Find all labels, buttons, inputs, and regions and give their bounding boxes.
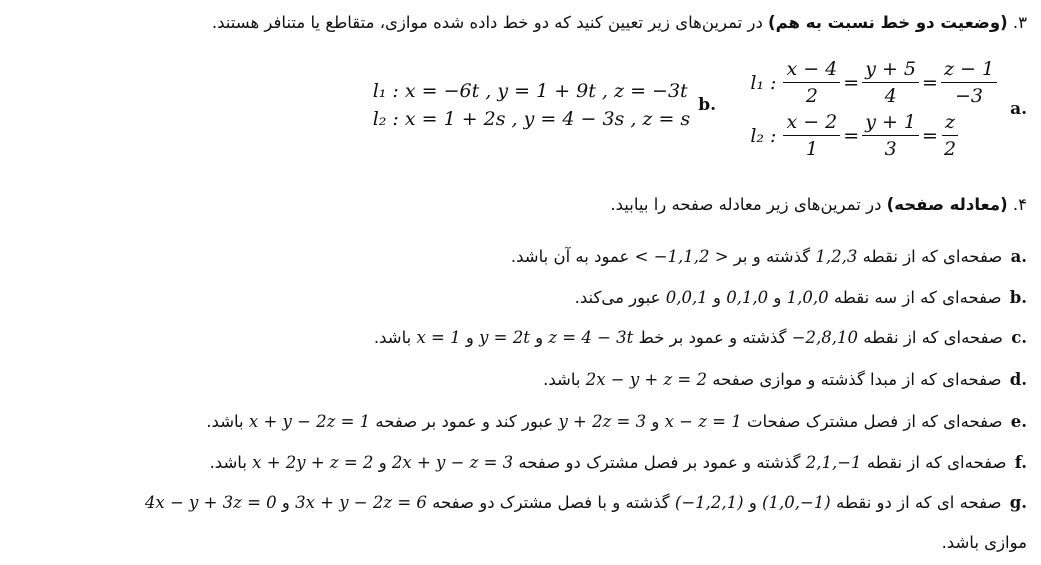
- item-text: عمود به آن باشد.: [510, 247, 630, 266]
- equals-sign: =: [843, 124, 860, 147]
- math-expression: y + 2z = 3: [558, 412, 647, 431]
- problem-3b-label: b.: [698, 95, 716, 115]
- fraction-denominator: 1: [805, 138, 818, 160]
- item-text: صفحه‌ای که از سه نقطه: [833, 288, 1002, 307]
- math-expression: 0,1,0: [726, 288, 769, 307]
- problem-3b-line2: l₂ : x = 1 + 2s , y = 4 − 3s , z = s: [372, 108, 691, 130]
- equals-sign: =: [922, 71, 938, 94]
- fraction-denominator: 3: [884, 138, 897, 160]
- item-text: صفحه‌ای که از نقطه: [863, 328, 1003, 347]
- math-expression: 1,0,0: [786, 288, 829, 307]
- fraction-numerator: y + 1: [862, 111, 919, 136]
- problem-4d: [543, 368, 1027, 392]
- fraction-numerator: x − 2: [783, 111, 840, 136]
- item-text: باشد.: [209, 453, 247, 472]
- item-text: گذشته و عمود بر فصل مشترک دو صفحه: [518, 453, 801, 472]
- problem-4-title: (معادله صفحه): [886, 195, 1008, 214]
- fraction-denominator: 2: [943, 138, 957, 160]
- fraction-denominator: 2: [805, 85, 818, 107]
- item-label: c.: [1011, 328, 1027, 347]
- problem-3-text: در تمرین‌های زیر تعیین کنید که دو خط داده شده موازی، متقاطع یا متنافر هستند.: [211, 13, 763, 32]
- item-text: صفحه‌ای که از مبدا گذشته و موازی صفحه: [712, 370, 1002, 389]
- item-label: d.: [1009, 370, 1027, 389]
- problem-3-heading: [212, 11, 1027, 35]
- math-expression: z = 4 − 3t: [548, 328, 634, 347]
- problem-4-heading: [610, 193, 1027, 217]
- item-label: a.: [1010, 247, 1027, 266]
- item-label: b.: [1009, 288, 1027, 307]
- problem-4g-continuation: [942, 531, 1027, 555]
- math-expression: x = 1: [416, 328, 461, 347]
- problem-3a-line2: [750, 111, 1000, 160]
- fraction-denominator: 4: [884, 85, 897, 107]
- equals-sign: =: [922, 124, 938, 147]
- problem-4b: [575, 286, 1027, 310]
- math-expression: x + 2y + z = 2: [252, 453, 374, 472]
- problem-3-title: (وضعیت دو خط نسبت به هم): [768, 13, 1008, 32]
- math-expression: 2,1,−1: [805, 453, 862, 472]
- problem-4f: [210, 451, 1027, 475]
- item-text: و: [773, 288, 782, 307]
- item-text: گذشته و عمود بر خط: [638, 328, 787, 347]
- math-expression: 4x − y + 3z = 0: [144, 493, 277, 512]
- item-text: و: [281, 493, 290, 512]
- math-expression: 0,0,1: [665, 288, 708, 307]
- item-text: صفحه‌ای که از فصل مشترک صفحات: [746, 412, 1003, 431]
- math-expression: −2,8,10: [791, 328, 859, 347]
- line-name: l₁ :: [750, 71, 777, 94]
- item-text: و: [712, 288, 721, 307]
- problem-3a-label: a.: [1010, 99, 1027, 119]
- math-expression: 3x + y − 2z = 6: [295, 493, 427, 512]
- math-expression: 2x + y − z = 3: [391, 453, 514, 472]
- math-expression: 1,2,3: [815, 247, 858, 266]
- problem-3a: [750, 58, 1027, 160]
- fraction-numerator: z: [942, 111, 958, 136]
- item-label: e.: [1010, 412, 1027, 431]
- item-text: و: [378, 453, 387, 472]
- item-text: و: [465, 328, 474, 347]
- problem-4e: [206, 410, 1027, 434]
- math-expression: y = 2t: [479, 328, 530, 347]
- item-text: گذشته و با فصل مشترک دو صفحه: [432, 493, 670, 512]
- math-expression: 2x − y + z = 2: [585, 370, 707, 389]
- fraction-numerator: x − 4: [783, 58, 840, 83]
- item-text: عبور می‌کند.: [574, 288, 661, 307]
- item-text: صفحه ای که از دو نقطه: [835, 493, 1002, 512]
- item-text: موازی باشد.: [941, 533, 1027, 552]
- fraction-denominator: −3: [955, 85, 984, 107]
- math-expression: (−1,2,1): [674, 493, 744, 512]
- item-text: باشد.: [543, 370, 581, 389]
- problem-4-number: ۴.: [1012, 195, 1027, 214]
- problem-3b: [373, 80, 716, 130]
- problem-3a-line1: [750, 58, 1000, 107]
- item-label: f.: [1014, 453, 1027, 472]
- item-label: g.: [1009, 493, 1027, 512]
- item-text: و: [748, 493, 757, 512]
- math-expression: (1,0,−1): [762, 493, 831, 512]
- item-text: باشد.: [206, 412, 244, 431]
- math-expression: x − z = 1: [664, 412, 742, 431]
- item-text: و: [535, 328, 544, 347]
- fraction-numerator: z − 1: [941, 58, 997, 83]
- item-text: عبور کند و عمود بر صفحه: [375, 412, 554, 431]
- problem-4a: [511, 245, 1027, 269]
- math-expression: < −1,1,2 >: [634, 247, 729, 266]
- line-name: l₂ :: [750, 124, 777, 147]
- item-text: گذشته و بر: [733, 247, 811, 266]
- equals-sign: =: [843, 71, 860, 94]
- problem-4-text: در تمرین‌های زیر معادله صفحه را بیابید.: [610, 195, 882, 214]
- problem-3-number: ۳.: [1012, 13, 1027, 32]
- item-text: صفحه‌ای که از نقطه: [866, 453, 1007, 472]
- item-text: و: [651, 412, 660, 431]
- fraction-numerator: y + 5: [862, 58, 919, 83]
- problem-4c: [374, 326, 1027, 350]
- problem-4g: [145, 491, 1027, 515]
- item-text: باشد.: [373, 328, 412, 347]
- item-text: صفحه‌ای که از نقطه: [862, 247, 1003, 266]
- problem-3b-line1: l₁ : x = −6t , y = 1 + 9t , z = −3t: [372, 80, 688, 102]
- math-expression: x + y − 2z = 1: [248, 412, 371, 431]
